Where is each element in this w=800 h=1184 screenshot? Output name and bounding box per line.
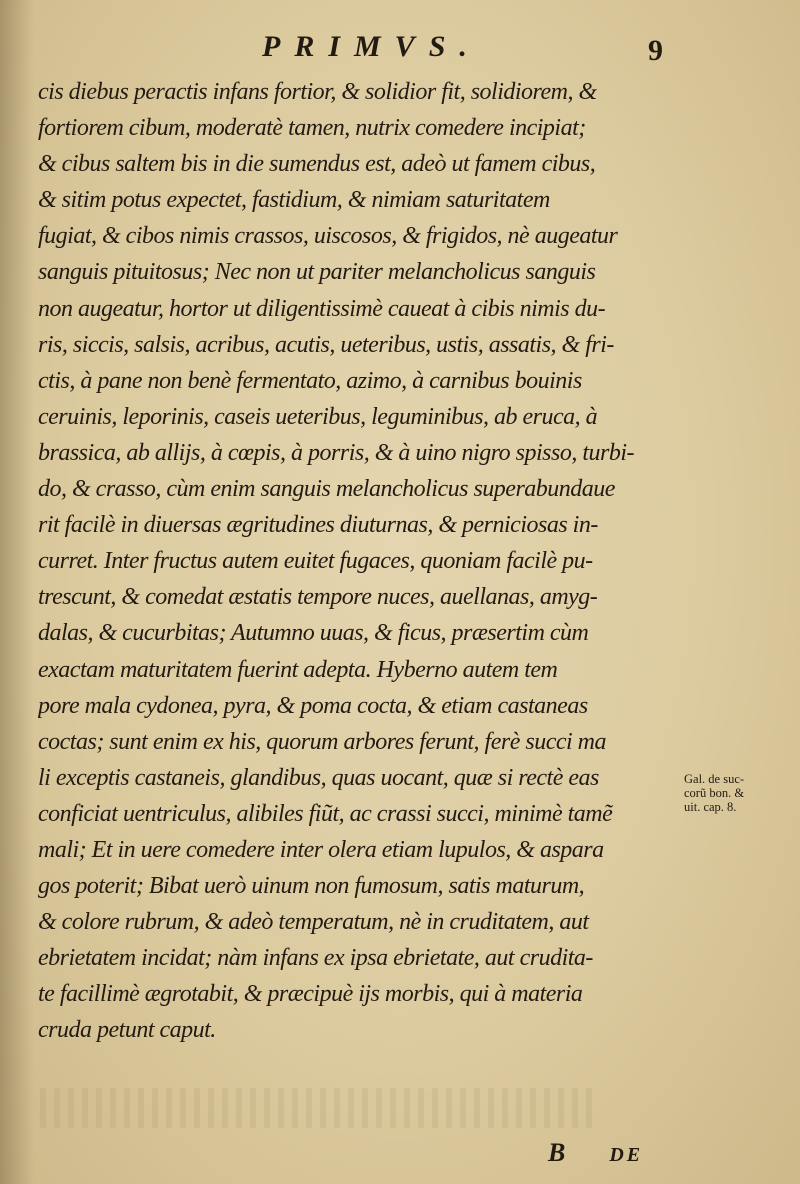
text-line: mali; Et in uere comedere inter olera etiam lupulos, & aspara xyxy=(38,836,604,863)
signature-mark: B xyxy=(548,1138,566,1167)
text-line: cruda petunt caput. xyxy=(38,1017,216,1044)
text-line: dalas, & cucurbitas; Autumno uuas, & ficus, præsertim cùm xyxy=(38,620,589,647)
marginal-note-line: corũ bon. & xyxy=(684,786,745,800)
main-text-block xyxy=(38,74,686,1049)
text-line: fortiorem cibum, moderatè tamen, nutrix comedere incipiat; xyxy=(38,115,586,142)
catchword xyxy=(548,1138,643,1168)
gutter-shadow xyxy=(0,0,34,1184)
text-line: non augeatur, hortor ut diligentissimè caueat à cibis nimis du- xyxy=(38,295,606,322)
text-line: exactam maturitatem fuerint adepta. Hyberno autem tem xyxy=(38,656,558,683)
marginal-note-line: uit. cap. 8. xyxy=(684,800,737,814)
text-line: brassica, ab allijs, à cœpis, à porris, & à uino nigro spisso, turbi- xyxy=(38,439,635,466)
text-line: do, & crasso, cùm enim sanguis melancholicus superabundaue xyxy=(38,476,615,503)
text-line: coctas; sunt enim ex his, quorum arbores ferunt, ferè succi ma xyxy=(38,728,607,755)
text-line: li exceptis castaneis, glandibus, quas uocant, quæ si rectè eas xyxy=(38,764,599,791)
text-line: ctis, à pane non benè fermentato, azimo, à carnibus bouinis xyxy=(38,367,582,394)
text-line: curret. Inter fructus autem euitet fugaces, quoniam facilè pu- xyxy=(38,548,593,575)
text-line: cis diebus peractis infans fortior, & solidior fit, solidiorem, & xyxy=(38,79,597,105)
text-line: rit facilè in diuersas ægritudines diuturnas, & perniciosas in- xyxy=(38,512,598,539)
text-line: & sitim potus expectet, fastidium, & nimiam saturitatem xyxy=(38,187,550,214)
text-line: ceruinis, leporinis, caseis ueteribus, leguminibus, ab eruca, à xyxy=(38,403,598,430)
text-line: trescunt, & comedat æstatis tempore nuces, auellanas, amyg- xyxy=(38,584,598,611)
running-head: PRIMVS. xyxy=(262,30,481,63)
text-line: conficiat uentriculus, alibiles fiũt, ac crassi succi, minimè tamẽ xyxy=(38,800,613,827)
text-line: gos poterit; Bibat uerò uinum non fumosum, satis maturum, xyxy=(38,873,585,900)
text-line: & cibus saltem bis in die sumendus est, adeò ut famem cibus, xyxy=(38,151,596,178)
text-line: ris, siccis, salsis, acribus, acutis, ueteribus, ustis, assatis, & fri- xyxy=(38,331,614,358)
text-line: fugiat, & cibos nimis crassos, uiscosos, & frigidos, nè augeatur xyxy=(38,223,618,250)
text-line: & colore rubrum, & adeò temperatum, nè in cruditatem, aut xyxy=(38,909,589,936)
catchword-word: DE xyxy=(609,1144,644,1166)
text-line: pore mala cydonea, pyra, & poma cocta, & etiam castaneas xyxy=(38,692,588,719)
marginal-note xyxy=(684,772,794,814)
text-line: ebrietatem incidat; nàm infans ex ipsa ebrietate, aut crudita- xyxy=(38,945,593,972)
show-through-texture xyxy=(40,1088,600,1128)
text-line: sanguis pituitosus; Nec non ut pariter melancholicus sanguis xyxy=(38,259,596,286)
marginal-note-line: Gal. de suc- xyxy=(684,772,745,786)
text-line: te facillimè ægrotabit, & præcipuè ijs morbis, qui à materia xyxy=(38,981,583,1008)
page-number: 9 xyxy=(648,34,663,67)
